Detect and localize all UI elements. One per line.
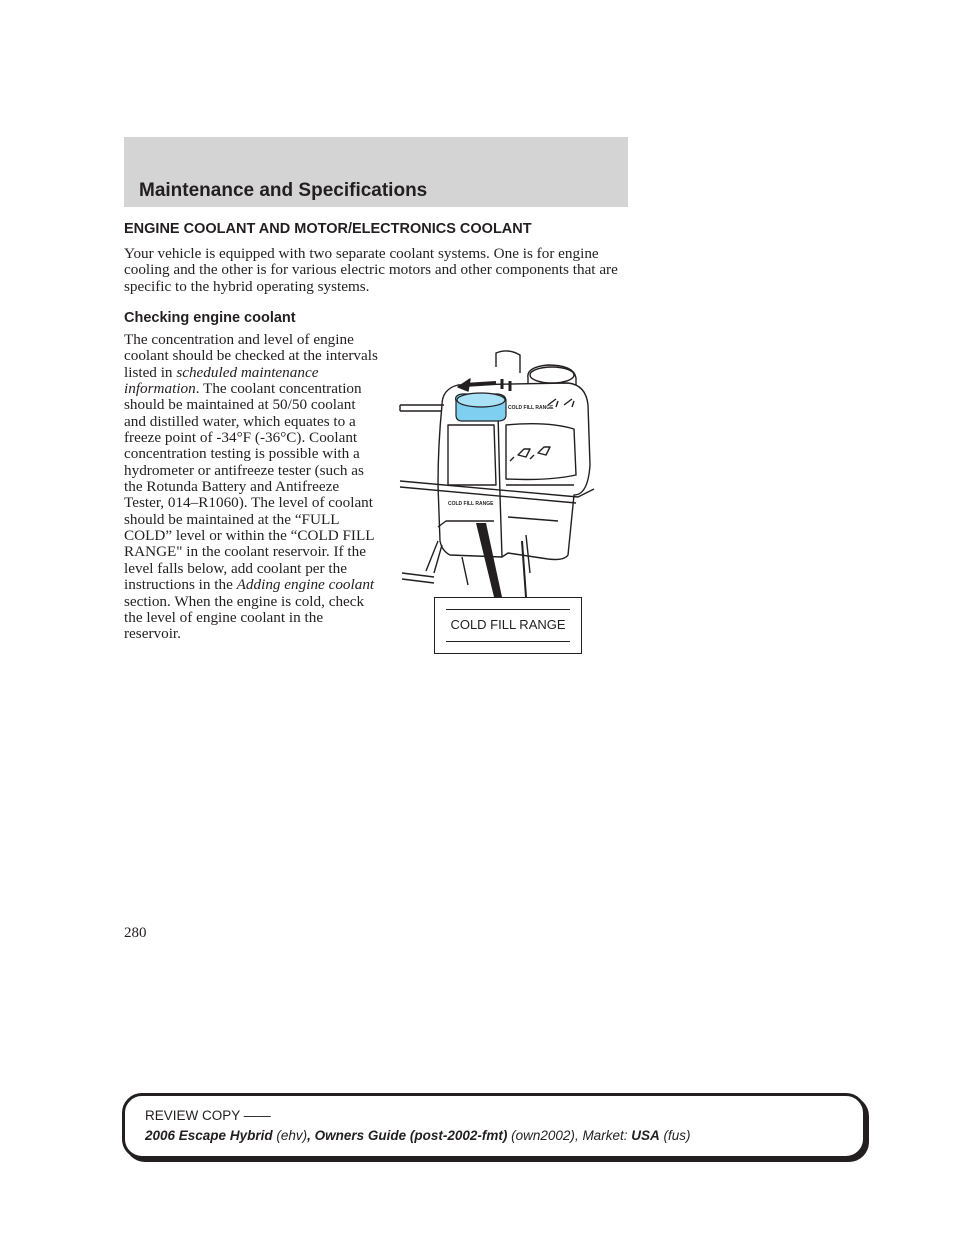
intro-paragraph: Your vehicle is equipped with two separate coolant systems. One is for engine cooling and the other is for various electric motors and other components that are specific to the hybrid operating systems. (124, 245, 618, 295)
document-identifier (145, 1128, 690, 1143)
section-heading: ENGINE COOLANT AND MOTOR/ELECTRONICS COOLANT (124, 221, 532, 237)
body-text-3: section. When the engine is cold, check the level of engine coolant in the reservoir. (124, 592, 365, 643)
market-name: USA (631, 1128, 660, 1143)
cold-fill-range-callout (434, 597, 582, 654)
separator-2: , Market: (574, 1128, 632, 1143)
separator-1: , (307, 1128, 315, 1143)
body-paragraph (124, 332, 380, 643)
guide-name: Owners Guide (post-2002-fmt) (314, 1128, 508, 1143)
scheduled-maintenance-reference: scheduled maintenance information (124, 363, 319, 398)
callout-label: COLD FILL RANGE (450, 617, 566, 632)
callout-bottom-rule (446, 641, 570, 642)
model-name: 2006 Escape Hybrid (145, 1128, 273, 1143)
model-code: (ehv) (272, 1128, 308, 1143)
review-copy-label: REVIEW COPY —— (145, 1108, 271, 1123)
guide-code: (own2002) (507, 1128, 575, 1143)
body-text-2: . The coolant concentration should be maintained at 50/50 coolant and distilled water, which equates to a freeze point of -34°F (-36°C). Coolant concentration testing is possible with a hydrometer or antifreeze tester (such as the Rotunda Battery and Antifreeze Tester, 014–R1060). The level of coolant should be maintained at the “FULL COLD” level or within the “COLD FILL RANGE" in the coolant reservoir. If the level falls below, add coolant per the instructions in the (124, 380, 374, 594)
market-code: (fus) (659, 1128, 691, 1143)
section-title: Maintenance and Specifications (139, 180, 428, 201)
review-copy-footer (122, 1093, 866, 1159)
callout-top-rule (446, 609, 570, 610)
adding-coolant-reference: Adding engine coolant (236, 576, 375, 594)
body-text-1: The concentration and level of engine coolant should be checked at the intervals listed in (124, 331, 378, 381)
tank-cold-fill-marking-front: COLD FILL RANGE (448, 501, 494, 507)
subheading: Checking engine coolant (124, 310, 296, 326)
tank-cold-fill-marking: COLD FILL RANGE (508, 405, 554, 411)
blue-coolant-cap (456, 393, 506, 421)
section-header-band (124, 137, 628, 207)
page-number: 280 (124, 925, 147, 941)
